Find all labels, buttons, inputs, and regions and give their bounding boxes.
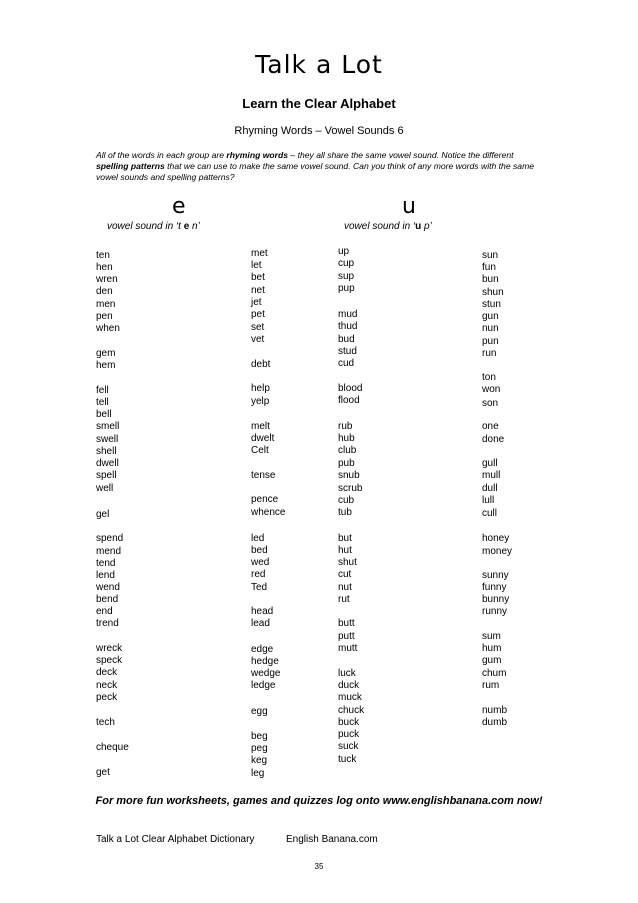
word-item: end [96,606,113,617]
word-item: beg [251,731,268,742]
word-item: let [251,260,262,271]
word-item: debt [251,359,271,370]
footer-note: For more fun worksheets, games and quizzes log onto www.englishbanana.com now! [95,795,543,807]
word-item: money [482,546,513,557]
word-item: luck [338,668,356,679]
intro-text: – they all share the same vowel sound. Notice the different [288,150,514,160]
word-item: cut [338,569,352,580]
word-item: fun [482,262,496,273]
word-item: lead [251,618,270,629]
word-item: cull [482,508,498,519]
word-item: rub [338,421,353,432]
word-item: Celt [251,445,269,456]
word-item: thud [338,321,358,332]
word-item: pen [96,311,113,322]
word-item: dwell [96,458,119,469]
word-item: club [338,445,357,456]
word-item: spell [96,470,117,481]
word-item: neck [96,680,118,691]
word-item: shut [338,557,357,568]
word-item: get [96,767,110,778]
word-item: sup [338,271,355,282]
word-item: peg [251,743,268,754]
word-item: done [482,434,505,445]
word-item: help [251,383,270,394]
word-item: muck [338,692,362,703]
word-item: won [482,384,501,395]
word-item: bet [251,272,265,283]
word-item: bud [338,334,355,345]
word-item: but [338,533,352,544]
word-item: numb [482,705,508,716]
word-item: cup [338,258,355,269]
word-item: mutt [338,643,358,654]
page-number: 35 [314,862,324,871]
word-item: gun [482,311,499,322]
word-item: suck [338,741,359,752]
word-item: pet [251,309,265,320]
word-item: peck [96,692,118,703]
word-item: pence [251,494,279,505]
section-heading: Rhyming Words – Vowel Sounds 6 [234,125,404,137]
word-item: blood [338,383,363,394]
word-item: pup [338,283,355,294]
word-item: trend [96,618,119,629]
intro-bold-term: spelling patterns [96,161,165,171]
word-item: scrub [338,483,363,494]
word-item: ton [482,372,496,383]
word-item: funny [482,582,507,593]
vowel-desc-suffix: p’ [421,221,432,232]
word-item: gem [96,348,116,359]
page-title: Talk a Lot [255,50,383,79]
word-item: tense [251,470,276,481]
word-item: wend [96,582,120,593]
word-item: snub [338,470,360,481]
word-item: sunny [482,570,509,581]
word-item: cheque [96,742,129,753]
intro-bold-term: rhyming words [226,150,289,160]
word-item: mend [96,546,122,557]
vowel-desc-suffix: n’ [189,221,200,232]
word-item: pub [338,458,355,469]
word-item: tech [96,717,115,728]
word-item: den [96,286,113,297]
word-item: hum [482,643,502,654]
word-item: ten [96,250,110,261]
intro-text: All of the words in each group are [96,150,227,160]
word-item: pun [482,336,499,347]
word-item: chum [482,668,507,679]
word-item: lend [96,570,115,581]
vowel-desc-prefix: vowel sound in ‘t [107,221,184,232]
vowel-desc-letter: e [183,221,190,232]
word-item: buck [338,717,360,728]
word-item: wed [251,557,270,568]
word-item: well [96,483,114,494]
footer-site-name: English Banana.com [286,834,378,845]
word-item: wreck [96,643,123,654]
word-item: bun [482,274,499,285]
vowel-desc-letter: u [415,221,422,232]
word-item: spend [96,533,124,544]
vowel-description-e [107,221,200,232]
word-item: ledge [251,680,276,691]
word-item: met [251,248,268,259]
word-item: fell [96,385,109,396]
word-item: lull [482,495,495,506]
intro-text: that we can use to make the same vowel sound. Can you think of any more words with the same vowel sounds and spelling patterns? [96,161,535,182]
vowel-description-u [344,221,432,232]
word-item: honey [482,533,510,544]
vowel-symbol-e: e [172,194,186,219]
word-item: leg [251,768,265,779]
word-item: bell [96,409,112,420]
word-item: hem [96,360,116,371]
word-item: gum [482,655,502,666]
word-item: sum [482,631,501,642]
word-item: bend [96,594,119,605]
word-item: chuck [338,705,365,716]
word-item: hen [96,262,113,273]
word-item: hub [338,433,355,444]
word-item: vet [251,334,265,345]
intro-paragraph [96,150,546,183]
word-item: dull [482,483,498,494]
word-item: when [96,323,120,334]
word-item: mull [482,470,501,481]
word-item: run [482,348,497,359]
word-item: gull [482,458,498,469]
word-item: net [251,285,265,296]
word-item: shun [482,287,504,298]
word-item: hut [338,545,352,556]
word-item: up [338,246,350,257]
word-item: red [251,569,266,580]
word-item: led [251,533,265,544]
word-item: yelp [251,396,270,407]
word-item: keg [251,755,268,766]
word-item: tend [96,558,116,569]
word-item: wedge [251,668,281,679]
word-item: Ted [251,582,268,593]
word-item: stun [482,299,501,310]
word-item: tuck [338,754,357,765]
word-item: nut [338,582,352,593]
word-item: men [96,299,116,310]
word-item: shell [96,446,117,457]
word-item: dwelt [251,433,275,444]
word-item: rut [338,594,350,605]
word-item: head [251,606,274,617]
word-item: one [482,421,499,432]
word-item: putt [338,631,355,642]
word-item: sun [482,250,499,261]
word-item: gel [96,509,110,520]
word-item: duck [338,680,360,691]
word-item: son [482,398,499,409]
word-item: bunny [482,594,510,605]
word-item: melt [251,421,270,432]
word-item: puck [338,729,360,740]
word-item: flood [338,395,360,406]
word-item: swell [96,434,119,445]
word-item: butt [338,618,355,629]
word-item: wren [96,274,118,285]
word-item: stud [338,346,357,357]
footer-dictionary-title: Talk a Lot Clear Alphabet Dictionary [96,834,255,845]
vowel-symbol-u: u [402,194,416,219]
word-item: nun [482,323,499,334]
word-item: rum [482,680,500,691]
word-item: bed [251,545,268,556]
word-item: cud [338,358,355,369]
word-item: set [251,322,265,333]
page-subtitle: Learn the Clear Alphabet [242,96,396,111]
word-item: deck [96,667,118,678]
word-item: speck [96,655,123,666]
word-item: egg [251,706,268,717]
word-item: dumb [482,717,508,728]
word-item: cub [338,495,355,506]
word-item: tub [338,507,352,518]
word-item: hedge [251,656,279,667]
vowel-desc-prefix: vowel sound in ‘ [344,221,416,232]
word-item: whence [251,507,286,518]
word-item: tell [96,397,109,408]
word-item: jet [251,297,262,308]
word-item: edge [251,644,274,655]
word-item: smell [96,421,120,432]
word-item: mud [338,309,358,320]
word-item: runny [482,606,508,617]
